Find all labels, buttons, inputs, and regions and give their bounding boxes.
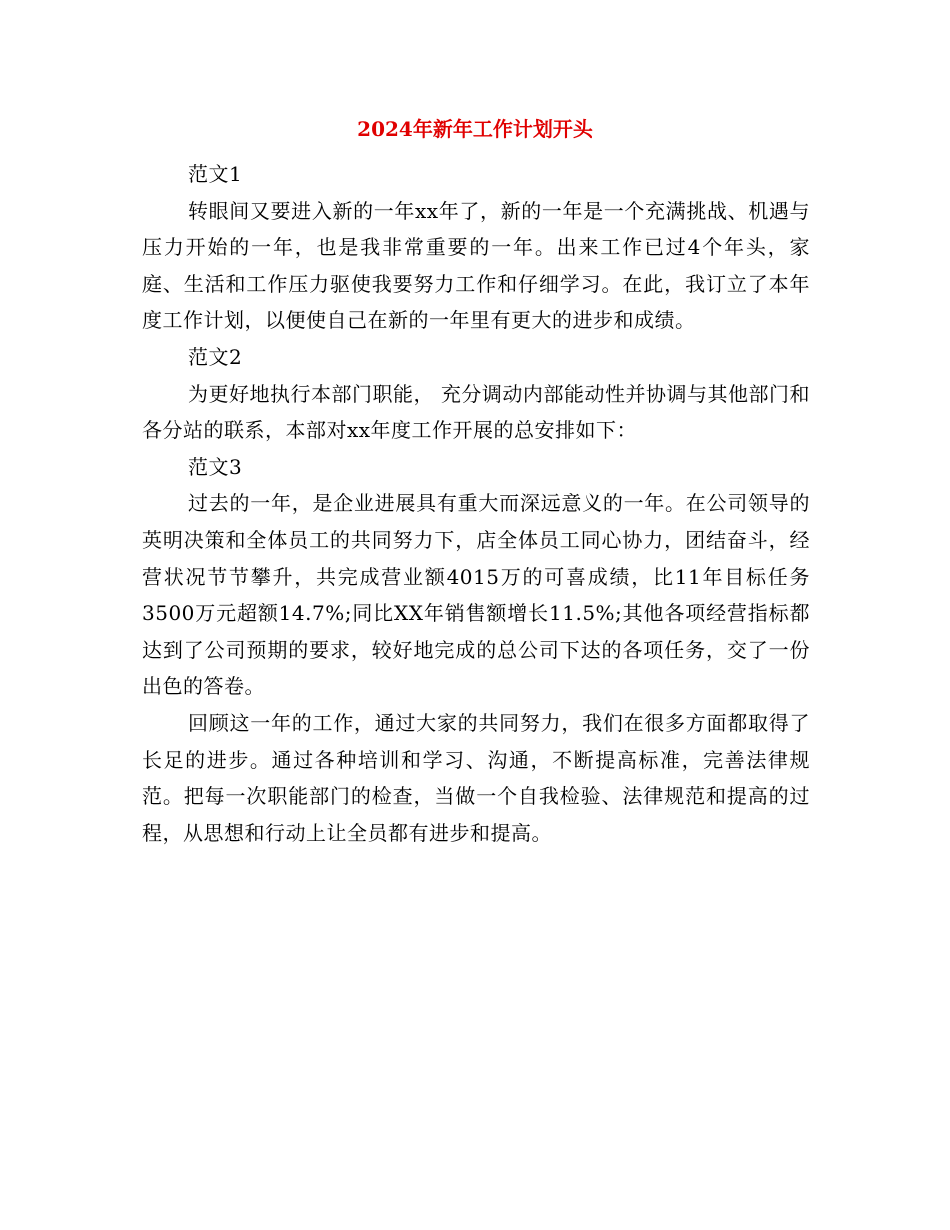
document-body [142,156,810,851]
section-3-paragraph-2: 回顾这一年的工作，通过大家的共同努力，我们在很多方面都取得了长足的进步。通过各种培训和学习、沟通，不断提高标准，完善法律规范。把每一次职能部门的检查，当做一个自我检验、法律规范和提高的过程，从思想和行动上让全员都有进步和提高。 [142,710,810,845]
section-2-paragraph-1: 为更好地执行本部门职能， 充分调动内部能动性并协调与其他部门和各分站的联系，本部对xx年度工作开展的总安排如下： [142,381,810,443]
section-1-paragraph-1: 转眼间又要进入新的一年xx年了，新的一年是一个充满挑战、机遇与压力开始的一年，也是我非常重要的一年。出来工作已过4个年头，家庭、生活和工作压力驱使我要努力工作和仔细学习。在此，我订立了本年度工作计划，以便使自己在新的一年里有更大的进步和成绩。 [142,198,810,333]
document-title: 2024年新年工作计划开头 [357,117,593,141]
section-heading-3: 范文3 [188,454,243,479]
section-heading-2: 范文2 [188,344,243,369]
section-heading-1: 范文1 [188,162,243,186]
section-3-paragraph-1: 过去的一年，是企业进展具有重大而深远意义的一年。在公司领导的英明决策和全体员工的共同努力下，店全体员工同心协力，团结奋斗，经营状况节节攀升，共完成营业额4015万的可喜成绩，比11年目标任务3500万元超额14.7%;同比XX年销售额增长11.5%;其他各项经营指标都达到了公司预期的要求，较好地完成的总公司下达的各项任务，交了一份出色的答卷。 [142,491,810,699]
